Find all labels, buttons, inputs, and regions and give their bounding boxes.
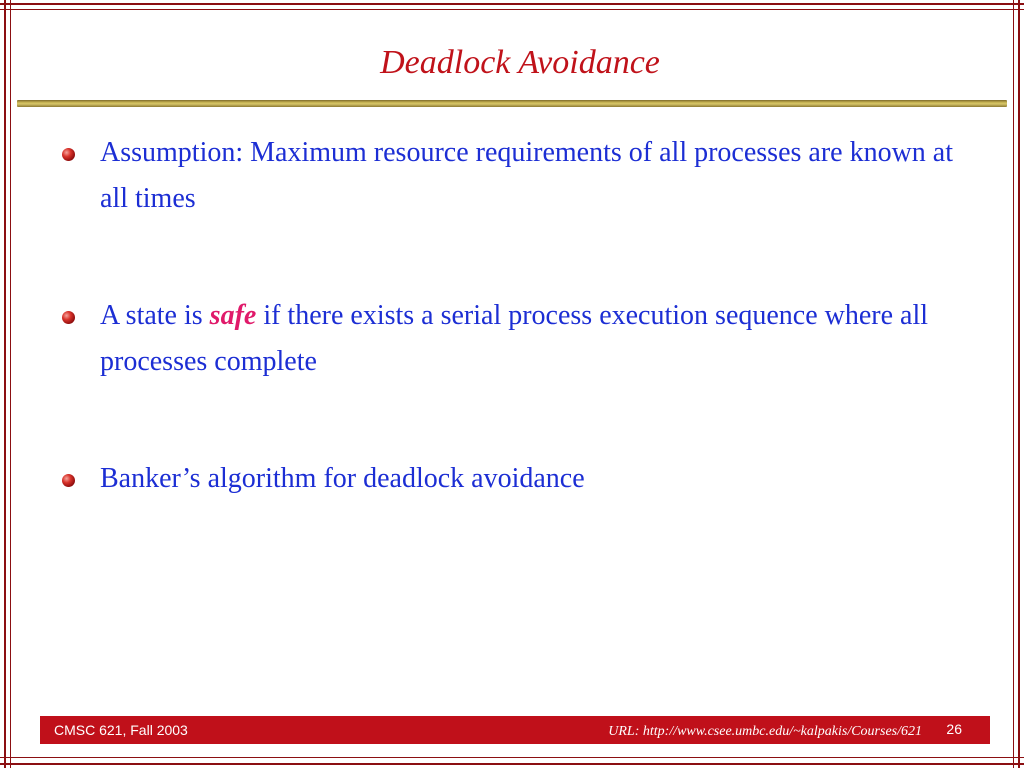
bullet-text: Banker’s algorithm for deadlock avoidance xyxy=(100,463,585,494)
bullet-text: Assumption: Maximum resource requirements of all processes are known at all times xyxy=(100,137,954,214)
bullet-text-before: A state is xyxy=(100,300,210,331)
frame-border-bottom-outer xyxy=(0,763,1024,765)
bullet-text xyxy=(100,293,980,385)
bullet-text-after: if there exists a serial process execution sequence where all processes complete xyxy=(100,300,929,377)
slide-page-number: 26 xyxy=(946,721,962,737)
bullet-dot-icon xyxy=(62,311,75,324)
slide-title: Deadlock Avoidance xyxy=(380,44,660,81)
footer-bar xyxy=(40,716,990,744)
footer-url-link[interactable]: URL: http://www.csee.umbc.edu/~kalpakis/Courses/621 xyxy=(608,724,922,739)
bullet-dot-icon xyxy=(62,148,75,161)
bullet-dot-icon xyxy=(62,474,75,487)
frame-border-bottom-inner xyxy=(0,757,1024,758)
emphasized-term-safe: safe xyxy=(209,300,257,331)
footer-course-label: CMSC 621, Fall 2003 xyxy=(54,722,188,738)
